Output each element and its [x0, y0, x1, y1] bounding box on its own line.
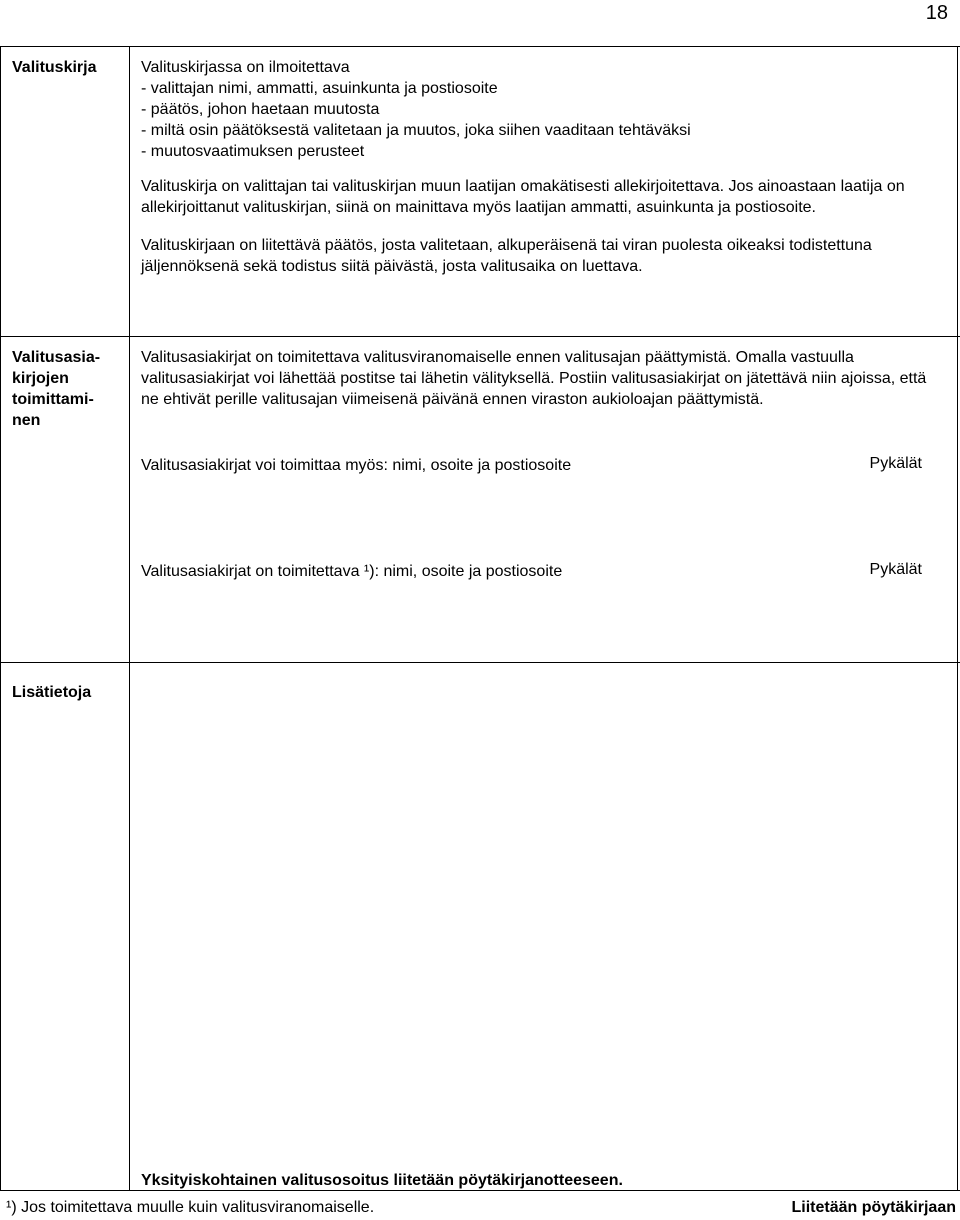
- toimittaminen-label-line: Valitusasia-: [12, 349, 101, 366]
- page-number: 18: [925, 2, 948, 24]
- toimittaminen-label: [12, 347, 122, 431]
- valituskirja-item: - valittajan nimi, ammatti, asuinkunta ja postiosoite: [141, 80, 498, 97]
- valituskirja-attachment-paragraph: Valituskirjaan on liitettävä päätös, josta valitetaan, alkuperäisenä tai viran puolesta oikeaksi todistettuna jäljennöksenä sekä todistus siitä päivästä, josta valitusaika on luettava.: [141, 237, 872, 275]
- footnote: ¹) Jos toimitettava muulle kuin valitusviranomaiselle.: [6, 1199, 375, 1216]
- row-divider-2: [0, 662, 960, 663]
- valituskirja-item: - miltä osin päätöksestä valitetaan ja muutos, joka siihen vaaditaan tehtäväksi: [141, 122, 691, 139]
- row-divider-1: [0, 336, 960, 337]
- toimittaminen-paragraph: Valitusasiakirjat on toimitettava valitusviranomaiselle ennen valitusajan päättymistä. Omalla vastuulla valitusasiakirjat voi lähettää postitse tai lähetin välityksellä. Postiin valitusasiakirjat on jätettävä niin ajoissa, että ne ehtivät perille valitusajan viimeisenä päivänä ennen viraston aukioloajan päättymistä.: [141, 349, 927, 408]
- valituskirja-intro: Valituskirjassa on ilmoitettava: [141, 59, 350, 76]
- column-divider: [129, 46, 130, 1190]
- table-bottom-border: [0, 1190, 960, 1191]
- toimittaminen-label-line: nen: [12, 412, 41, 429]
- toimittaminen-label-line: kirjojen: [12, 370, 69, 387]
- toimittaminen-alt-recipient-line: Valitusasiakirjat voi toimittaa myös: nimi, osoite ja postiosoite: [141, 457, 572, 474]
- pykalat-label-1: Pykälät: [869, 455, 922, 472]
- table-top-border: [0, 46, 960, 47]
- table-right-border: [957, 46, 958, 1190]
- lisatietoja-label: Lisätietoja: [12, 684, 92, 701]
- valituskirja-content: [141, 57, 941, 277]
- detailed-instructions-note: Yksityiskohtainen valitusosoitus liitetään pöytäkirjanotteeseen.: [141, 1172, 623, 1189]
- toimittaminen-label-line: toimittami-: [12, 391, 94, 408]
- valituskirja-signature-paragraph: Valituskirja on valittajan tai valituskirjan muun laatijan omakätisesti allekirjoitettava. Jos ainoastaan laatija on allekirjoittanut valituskirjan, siinä on mainittava myös laatijan ammatti, asuinkunta ja postiosoite.: [141, 178, 905, 216]
- valituskirja-item: - päätös, johon haetaan muutosta: [141, 101, 380, 118]
- pykalat-label-2: Pykälät: [869, 561, 922, 578]
- table-left-border: [0, 46, 1, 1190]
- valituskirja-label: Valituskirja: [12, 59, 97, 76]
- toimittaminen-required-line: Valitusasiakirjat on toimitettava ¹): nimi, osoite ja postiosoite: [141, 563, 563, 580]
- valituskirja-item: - muutosvaatimuksen perusteet: [141, 143, 365, 160]
- attached-to-minutes-label: Liitetään pöytäkirjaan: [791, 1199, 956, 1216]
